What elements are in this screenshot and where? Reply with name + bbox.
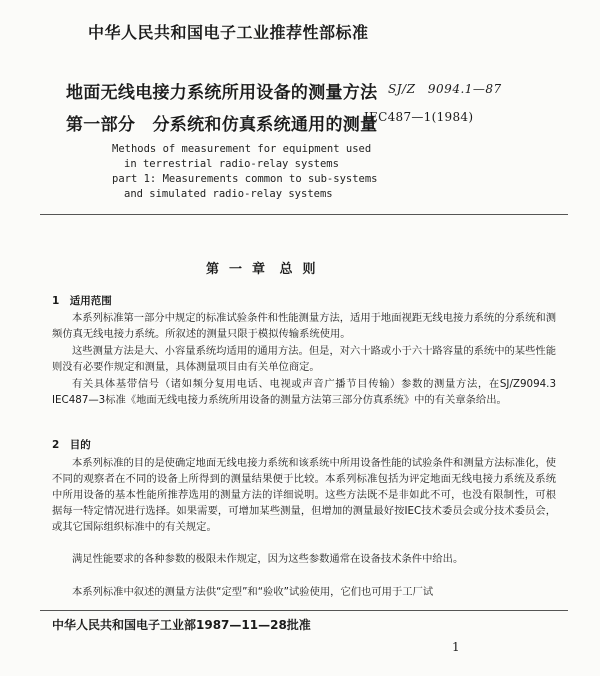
chapter-label: 第一章: [206, 262, 276, 277]
footer-divider: [40, 610, 568, 611]
paragraph: 本系列标准的目的是使确定地面无线电接力系统和该系统中所用设备性能的试验条件和测量方法标准化，使不同的观察者在不同的设备上所得到的测量结果便于比较。本系列标准包括为评定地面无线电接力系统及系统中所用设备的基本性能所推荐选用的测量方法的详细说明。这些方法既不是非如此不可，也没有限制性，可根据每一特定情况进行选择。如果需要，可增加某些测量，但增加的测量最好按IEC技术委员会或分技术委员会，或其它国际组织标准中的有关规定。: [52, 457, 556, 533]
document-subtitle: 第一部分 分系统和仿真系统通用的测量: [66, 115, 378, 135]
document-title: 地面无线电接力系统所用设备的测量方法: [66, 83, 378, 103]
chapter-title: 总则: [279, 262, 326, 277]
chapter-heading: [206, 258, 326, 277]
english-title-line: part 1: Measurements common to sub-systems: [112, 173, 378, 185]
paragraph: 本系列标准第一部分中规定的标准试验条件和性能测量方法，适用于地面视距无线电接力系统的分系统和测频仿真无线电接力系统。所叙述的测量只限于模拟传输系统使用。: [52, 312, 556, 340]
paragraph: 有关具体基带信号（诸如频分复用电话、电视或声音广播节目传输）参数的测量方法，在SJ/Z9094.3 IEC487—3标准《地面无线电接力系统所用设备的测量方法第三部分仿真系统》中的有关章条给出。: [52, 378, 556, 406]
header-divider: [40, 214, 568, 215]
standard-category: 中华人民共和国电子工业推荐性部标准: [88, 23, 369, 42]
english-title-line: in terrestrial radio-relay systems: [124, 158, 339, 170]
english-title-line: Methods of measurement for equipment used: [112, 143, 372, 155]
approval-line: 中华人民共和国电子工业部1987—11—28批准: [52, 618, 311, 632]
paragraph: 满足性能要求的各种参数的极限未作规定，因为这些参数通常在设备技术条件中给出。: [72, 553, 464, 565]
page-number: 1: [452, 640, 460, 654]
standard-number: SJ/Z 9094.1—87: [388, 82, 502, 96]
section-heading: 2 目的: [52, 439, 91, 451]
english-title-line: and simulated radio-relay systems: [124, 188, 333, 200]
paragraph: 这些测量方法是大、小容量系统均适用的通用方法。但是，对六十路或小于六十路容量的系统中的某些性能则没有必要作规定和测量，具体测量项目由有关单位商定。: [52, 345, 556, 373]
iec-number: IEC487—1(1984): [364, 110, 474, 124]
paragraph: 本系列标准中叙述的测量方法供“定型”和“验收”试验使用，它们也可用于工厂试: [72, 586, 434, 598]
section-heading: 1 适用范围: [52, 295, 112, 307]
